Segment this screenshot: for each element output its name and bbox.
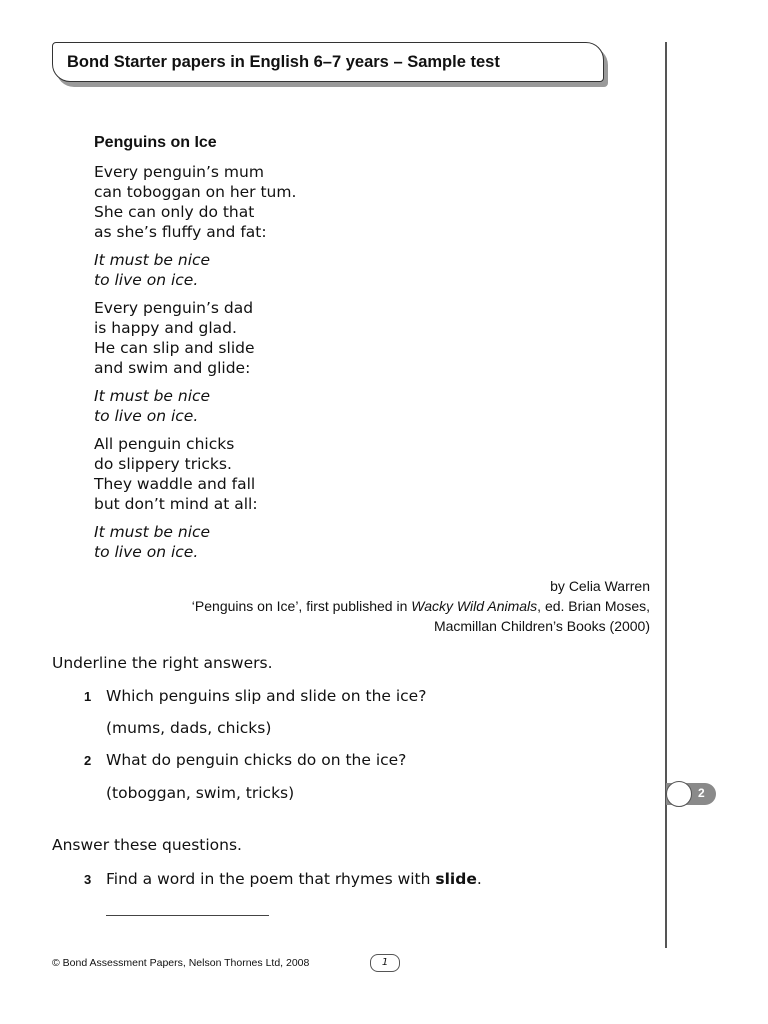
question-2 <box>84 751 406 769</box>
poem <box>94 134 654 570</box>
poem-line: to live on ice. <box>94 271 199 289</box>
question-3 <box>84 870 482 888</box>
section2-instruction: Answer these questions. <box>52 836 242 854</box>
margin-rule <box>665 42 667 948</box>
poem-refrain <box>94 386 654 426</box>
book-title: Wacky Wild Animals <box>411 598 538 614</box>
header-box <box>52 42 604 82</box>
poem-line: do slippery tricks. <box>94 455 232 473</box>
footer-page-number: 1 <box>370 954 400 972</box>
poem-line: is happy and glad. <box>94 319 237 337</box>
page-title: Bond Starter papers in English 6–7 years – Sample test <box>67 52 500 71</box>
poem-refrain <box>94 522 654 562</box>
question-text: Which penguins slip and slide on the ice? <box>106 687 427 705</box>
question-number: 3 <box>84 872 92 887</box>
section1-instruction: Underline the right answers. <box>52 654 273 672</box>
poem-line: They waddle and fall <box>94 475 256 493</box>
question-1 <box>84 687 426 705</box>
question-text <box>106 870 482 888</box>
poem-line: and swim and glide: <box>94 359 251 377</box>
page-tab-circle <box>666 781 692 807</box>
poem-line: It must be nice <box>94 387 211 405</box>
poem-author: by Celia Warren <box>550 578 650 594</box>
poem-stanza <box>94 162 654 242</box>
poem-line: to live on ice. <box>94 407 199 425</box>
question-2-options[interactable]: (toboggan, swim, tricks) <box>106 784 295 802</box>
question-1-options[interactable]: (mums, dads, chicks) <box>106 719 272 737</box>
footer-copyright: © Bond Assessment Papers, Nelson Thornes Ltd, 2008 <box>52 957 310 969</box>
poem-line: as she’s fluffy and fat: <box>94 223 267 241</box>
poem-stanza <box>94 434 654 514</box>
poem-refrain <box>94 250 654 290</box>
poem-stanza <box>94 298 654 378</box>
rhyme-word: slide <box>435 870 477 888</box>
poem-line: She can only do that <box>94 203 255 221</box>
poem-line: but don’t mind at all: <box>94 495 258 513</box>
question-text-after: . <box>476 870 482 888</box>
poem-line: to live on ice. <box>94 543 199 561</box>
page-tab-number: 2 <box>698 786 705 800</box>
poem-line: can toboggan on her tum. <box>94 183 297 201</box>
publisher: Macmillan Children’s Books (2000) <box>433 618 650 634</box>
answer-line[interactable] <box>106 915 269 916</box>
question-text: What do penguin chicks do on the ice? <box>106 751 407 769</box>
poem-line: He can slip and slide <box>94 339 255 357</box>
publication-prefix: ‘Penguins on Ice’, first published in <box>191 598 412 614</box>
poem-line: Every penguin’s mum <box>94 163 264 181</box>
poem-line: It must be nice <box>94 523 211 541</box>
question-number: 1 <box>84 689 92 704</box>
poem-line: All penguin chicks <box>94 435 235 453</box>
publication-line <box>192 596 650 616</box>
poem-line: Every penguin’s dad <box>94 299 254 317</box>
publication-suffix: , ed. Brian Moses, <box>537 598 650 614</box>
question-number: 2 <box>84 753 92 768</box>
poem-line: It must be nice <box>94 251 211 269</box>
question-text-before: Find a word in the poem that rhymes with <box>106 870 436 888</box>
poem-title: Penguins on Ice <box>94 134 217 151</box>
poem-credits <box>192 576 650 636</box>
